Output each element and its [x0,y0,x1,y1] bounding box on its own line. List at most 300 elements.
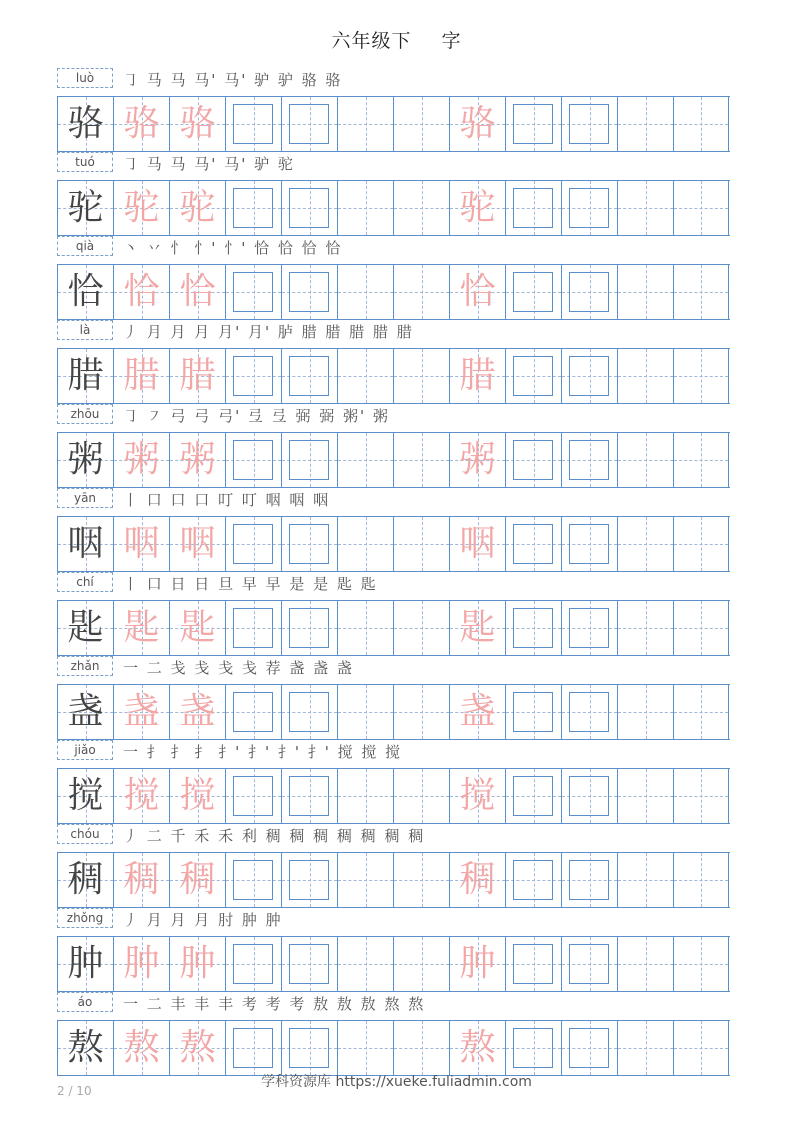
writing-cell [169,517,225,571]
model-character: 匙 [67,607,104,648]
practice-row [57,824,730,908]
writing-cell [337,349,393,403]
model-character: 熬 [67,1027,104,1068]
practice-row [57,320,730,404]
cell-guide-horizontal [618,880,673,881]
cell-guide-horizontal [394,880,449,881]
writing-cell [561,769,617,823]
cell-guide-horizontal [338,460,393,461]
cell-guide-horizontal [674,544,728,545]
writing-cell [617,1021,673,1075]
writing-cells [57,936,730,992]
cell-guide-horizontal [674,880,728,881]
writing-cell [449,97,505,151]
writing-cell [617,97,673,151]
writing-cell [225,1021,281,1075]
model-character: 搅 [67,775,104,816]
inner-box [289,188,329,228]
writing-cell [281,265,337,319]
trace-character: 腊 [123,355,160,396]
writing-cell [449,517,505,571]
writing-cell [393,853,449,907]
inner-box [569,692,609,732]
cell-guide-horizontal [674,796,728,797]
writing-cell [225,685,281,739]
writing-cell [113,433,169,487]
page-title [0,26,793,53]
writing-cell [561,433,617,487]
cell-guide-horizontal [394,628,449,629]
practice-row [57,488,730,572]
writing-cell [673,769,729,823]
trace-character: 咽 [179,523,216,564]
cell-guide-horizontal [394,796,449,797]
cell-guide-horizontal [338,124,393,125]
writing-cell [225,601,281,655]
trace-character: 肿 [123,943,160,984]
inner-box [289,104,329,144]
trace-character: 恰 [459,271,496,312]
inner-box [513,356,553,396]
practice-row [57,68,730,152]
trace-character: 熬 [179,1027,216,1068]
inner-box [513,608,553,648]
stroke-order: ㇆ 马 马 马' 马' 驴 驼 [123,155,295,173]
trace-character: 匙 [459,607,496,648]
trace-character: 粥 [459,439,496,480]
inner-box [569,776,609,816]
writing-cell [225,517,281,571]
writing-cell [337,181,393,235]
stroke-order: ㇆ 马 马 马' 马' 驴 驴 骆 骆 [123,71,343,89]
writing-cell [673,937,729,991]
writing-cells [57,432,730,488]
writing-cell [393,517,449,571]
writing-cell [393,685,449,739]
writing-cell [57,601,113,655]
writing-cell [281,349,337,403]
cell-guide-horizontal [394,712,449,713]
inner-box [289,692,329,732]
writing-cells [57,600,730,656]
writing-cell [225,853,281,907]
stroke-order: 一 扌 扌 扌 扌' 扌' 扌' 扌' 搅 搅 搅 [123,743,403,761]
pinyin-label: yān [57,488,113,508]
cell-guide-horizontal [394,1048,449,1049]
inner-box [289,944,329,984]
writing-cell [225,181,281,235]
inner-box [289,776,329,816]
writing-cell [505,601,561,655]
trace-character: 咽 [459,523,496,564]
writing-cell [617,601,673,655]
trace-character: 搅 [459,775,496,816]
writing-cell [57,685,113,739]
practice-row [57,740,730,824]
cell-guide-horizontal [618,208,673,209]
inner-box [233,860,273,900]
writing-cell [393,181,449,235]
cell-guide-horizontal [394,124,449,125]
cell-guide-horizontal [394,460,449,461]
pinyin-label: áo [57,992,113,1012]
pinyin-label: zhōu [57,404,113,424]
writing-cell [113,265,169,319]
trace-character: 搅 [179,775,216,816]
writing-cell [113,937,169,991]
writing-cell [505,265,561,319]
writing-cell [393,937,449,991]
writing-cell [449,349,505,403]
inner-box [233,188,273,228]
writing-cells [57,180,730,236]
cell-guide-horizontal [674,964,728,965]
inner-box [289,356,329,396]
cell-guide-horizontal [674,1048,728,1049]
writing-cell [281,853,337,907]
writing-cell [393,601,449,655]
writing-cell [561,517,617,571]
inner-box [233,776,273,816]
stroke-order: 丿 月 月 月 月' 月' 胪 腊 腊 腊 腊 腊 [123,323,414,341]
writing-cell [281,97,337,151]
inner-box [289,524,329,564]
trace-character: 稠 [123,859,160,900]
stroke-order: 丶 丷 忄 忄' 忄' 恰 恰 恰 恰 [123,239,343,257]
writing-cell [225,265,281,319]
writing-cell [561,349,617,403]
writing-cell [673,517,729,571]
writing-cell [617,685,673,739]
writing-cell [505,769,561,823]
inner-box [233,692,273,732]
inner-box [569,944,609,984]
writing-cell [617,433,673,487]
writing-cell [281,685,337,739]
writing-cell [337,937,393,991]
writing-cell [337,685,393,739]
cell-guide-horizontal [338,208,393,209]
writing-cell [673,1021,729,1075]
practice-row [57,908,730,992]
cell-guide-horizontal [618,712,673,713]
writing-cell [57,349,113,403]
writing-cell [393,265,449,319]
writing-cell [225,433,281,487]
writing-cell [449,181,505,235]
inner-box [233,272,273,312]
trace-character: 咽 [123,523,160,564]
writing-cell [337,433,393,487]
model-character: 盏 [67,691,104,732]
writing-cell [113,685,169,739]
writing-cell [617,181,673,235]
writing-cell [561,685,617,739]
writing-cell [673,601,729,655]
pinyin-label: luò [57,68,113,88]
writing-cell [169,1021,225,1075]
cell-guide-horizontal [394,376,449,377]
writing-cells [57,852,730,908]
writing-cell [281,433,337,487]
stroke-order: 丿 月 月 月 肘 肿 肿 [123,911,283,929]
writing-cell [449,1021,505,1075]
stroke-order: 一 二 丰 丰 丰 考 考 考 敖 敖 敖 熬 熬 [123,995,426,1013]
writing-cell [169,97,225,151]
cell-guide-horizontal [618,1048,673,1049]
writing-cells [57,96,730,152]
cell-guide-horizontal [338,1048,393,1049]
writing-cell [225,769,281,823]
trace-character: 骆 [123,103,160,144]
writing-cell [337,853,393,907]
cell-guide-horizontal [618,124,673,125]
practice-row [57,992,730,1076]
writing-cell [505,517,561,571]
cell-guide-horizontal [618,292,673,293]
writing-cell [337,97,393,151]
writing-cell [113,349,169,403]
cell-guide-horizontal [674,124,728,125]
writing-cell [505,97,561,151]
cell-guide-horizontal [618,460,673,461]
practice-row [57,152,730,236]
cell-guide-horizontal [338,292,393,293]
trace-character: 肿 [459,943,496,984]
writing-cell [505,1021,561,1075]
cell-guide-horizontal [618,544,673,545]
writing-cell [225,97,281,151]
cell-guide-horizontal [338,628,393,629]
writing-cell [337,1021,393,1075]
writing-cell [505,349,561,403]
inner-box [289,1028,329,1068]
title-grade: 六年级下 [331,30,412,52]
writing-cell [449,265,505,319]
writing-cell [673,97,729,151]
writing-cell [561,1021,617,1075]
inner-box [289,608,329,648]
writing-cell [113,601,169,655]
model-character: 咽 [67,523,104,564]
writing-cell [57,433,113,487]
model-character: 粥 [67,439,104,480]
inner-box [289,272,329,312]
inner-box [513,272,553,312]
cell-guide-horizontal [394,964,449,965]
cell-guide-horizontal [674,292,728,293]
inner-box [513,524,553,564]
inner-box [513,944,553,984]
trace-character: 肿 [179,943,216,984]
inner-box [569,440,609,480]
writing-cell [281,181,337,235]
writing-cell [617,265,673,319]
writing-cell [449,601,505,655]
cell-guide-horizontal [338,880,393,881]
writing-cell [225,349,281,403]
writing-cell [393,349,449,403]
writing-cell [57,181,113,235]
writing-cell [169,769,225,823]
trace-character: 骆 [459,103,496,144]
trace-character: 搅 [123,775,160,816]
inner-box [569,356,609,396]
writing-cell [449,769,505,823]
writing-cell [57,853,113,907]
cell-guide-horizontal [394,292,449,293]
cell-guide-horizontal [674,376,728,377]
practice-row [57,656,730,740]
cell-guide-horizontal [338,376,393,377]
writing-cell [337,517,393,571]
trace-character: 匙 [179,607,216,648]
writing-cell [617,937,673,991]
writing-cell [393,1021,449,1075]
pinyin-label: chóu [57,824,113,844]
writing-cell [57,265,113,319]
cell-guide-horizontal [674,712,728,713]
stroke-order: 丨 口 日 日 旦 早 早 是 是 匙 匙 [123,575,378,593]
stroke-order: 丿 二 千 禾 禾 利 稠 稠 稠 稠 稠 稠 稠 [123,827,426,845]
cell-guide-horizontal [394,544,449,545]
writing-cells [57,264,730,320]
inner-box [569,272,609,312]
cell-guide-horizontal [674,460,728,461]
trace-character: 稠 [459,859,496,900]
trace-character: 恰 [179,271,216,312]
inner-box [569,188,609,228]
writing-cell [449,853,505,907]
trace-character: 熬 [459,1027,496,1068]
title-suffix: 字 [441,30,462,52]
inner-box [513,776,553,816]
model-character: 驼 [67,187,104,228]
writing-cell [169,181,225,235]
inner-box [233,356,273,396]
writing-cell [225,937,281,991]
writing-cell [617,517,673,571]
inner-box [569,608,609,648]
inner-box [513,188,553,228]
writing-cell [337,265,393,319]
trace-character: 腊 [459,355,496,396]
writing-cell [505,433,561,487]
trace-character: 粥 [179,439,216,480]
cell-guide-horizontal [618,964,673,965]
writing-cells [57,348,730,404]
writing-cell [673,433,729,487]
inner-box [513,440,553,480]
stroke-order: 丨 口 口 口 叮 叮 咽 咽 咽 [123,491,331,509]
writing-cell [393,433,449,487]
writing-cell [337,769,393,823]
inner-box [569,1028,609,1068]
writing-cell [113,517,169,571]
writing-cell [169,601,225,655]
inner-box [569,860,609,900]
pinyin-label: chí [57,572,113,592]
model-character: 稠 [67,859,104,900]
writing-cell [561,265,617,319]
writing-cells [57,684,730,740]
inner-box [513,860,553,900]
trace-character: 恰 [123,271,160,312]
inner-box [569,524,609,564]
pinyin-label: zhǎn [57,656,113,676]
model-character: 恰 [67,271,104,312]
inner-box [513,692,553,732]
stroke-order: ㇆ ㇇ 弓 弓 弓' 弖 弖 弼 弼 粥' 粥 [123,407,390,425]
pinyin-label: qià [57,236,113,256]
writing-cell [169,265,225,319]
writing-cell [57,769,113,823]
model-character: 肿 [67,943,104,984]
inner-box [289,860,329,900]
cell-guide-horizontal [338,544,393,545]
writing-cell [113,769,169,823]
cell-guide-horizontal [394,208,449,209]
writing-cell [393,769,449,823]
trace-character: 匙 [123,607,160,648]
writing-cell [673,349,729,403]
inner-box [233,104,273,144]
writing-cell [617,769,673,823]
writing-cell [113,853,169,907]
writing-cell [505,685,561,739]
trace-character: 盏 [459,691,496,732]
writing-cells [57,1020,730,1076]
cell-guide-horizontal [338,712,393,713]
writing-cell [281,1021,337,1075]
practice-row [57,572,730,656]
writing-cell [505,937,561,991]
trace-character: 腊 [179,355,216,396]
writing-cell [57,937,113,991]
writing-cell [113,181,169,235]
inner-box [233,524,273,564]
writing-cell [561,97,617,151]
writing-cell [281,769,337,823]
writing-cell [617,349,673,403]
writing-cell [561,601,617,655]
inner-box [233,440,273,480]
writing-cell [561,853,617,907]
writing-cell [169,937,225,991]
cell-guide-horizontal [674,208,728,209]
writing-cells [57,768,730,824]
trace-character: 骆 [179,103,216,144]
writing-cell [113,97,169,151]
writing-cell [337,601,393,655]
pinyin-label: tuó [57,152,113,172]
inner-box [513,104,553,144]
inner-box [233,608,273,648]
inner-box [233,1028,273,1068]
trace-character: 稠 [179,859,216,900]
pinyin-label: zhǒng [57,908,113,928]
writing-cell [393,97,449,151]
model-character: 腊 [67,355,104,396]
cell-guide-horizontal [618,376,673,377]
writing-cell [673,853,729,907]
writing-cell [281,601,337,655]
trace-character: 盏 [123,691,160,732]
writing-cell [673,685,729,739]
model-character: 骆 [67,103,104,144]
writing-cell [281,517,337,571]
writing-cell [449,937,505,991]
